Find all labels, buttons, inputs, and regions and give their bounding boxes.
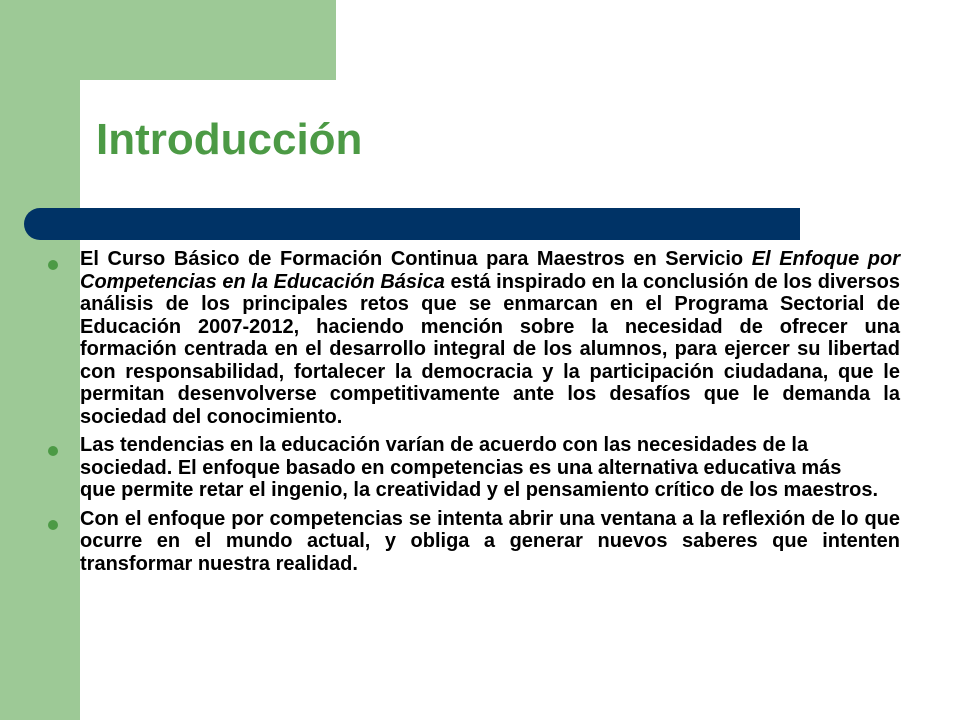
bullet-item (40, 508, 900, 576)
bullet-item (40, 248, 900, 428)
slide-title: Introducción (96, 115, 363, 164)
bullet-text: El Curso Básico de Formación Continua para Maestros en Servicio (80, 248, 752, 270)
bullet-text-continued: está inspirado en la conclusión de los diversos análisis de los principales retos que se enmarcan en el Programa Sectorial de Educación 2007-2012, haciendo mención sobre la necesidad de ofrecer una formación centrada en el desarrollo integral de los alumnos, para ejercer su libertad con responsabilidad, fortalecer la democracia y la participación ciudadana, que le permitan desenvolverse competitivamente ante los desafíos que le demanda la sociedad del conocimiento. (80, 270, 900, 428)
bullet-list (40, 248, 900, 581)
bullet-text: Con el enfoque por competencias se intenta abrir una ventana a la reflexión de lo que ocurre en el mundo actual, y obliga a generar nuevos saberes que intenten transformar nuestra realidad. (80, 507, 900, 575)
bullet-text: Las tendencias en la educación varían de acuerdo con las necesidades de la sociedad. El enfoque basado en competencias es una alternativa educativa más que permite retar el ingenio, la creatividad y el pensamiento crítico de los maestros. (80, 434, 879, 501)
bullet-item (40, 434, 900, 502)
course-name-italic: El Enfoque por Competencias en la Educación Básica (80, 248, 901, 293)
bullet-dot-icon (48, 260, 58, 270)
bullet-dot-icon (48, 446, 58, 456)
top-accent-band (0, 0, 336, 80)
bullet-dot-icon (48, 520, 58, 530)
title-underline-bar (24, 208, 800, 240)
